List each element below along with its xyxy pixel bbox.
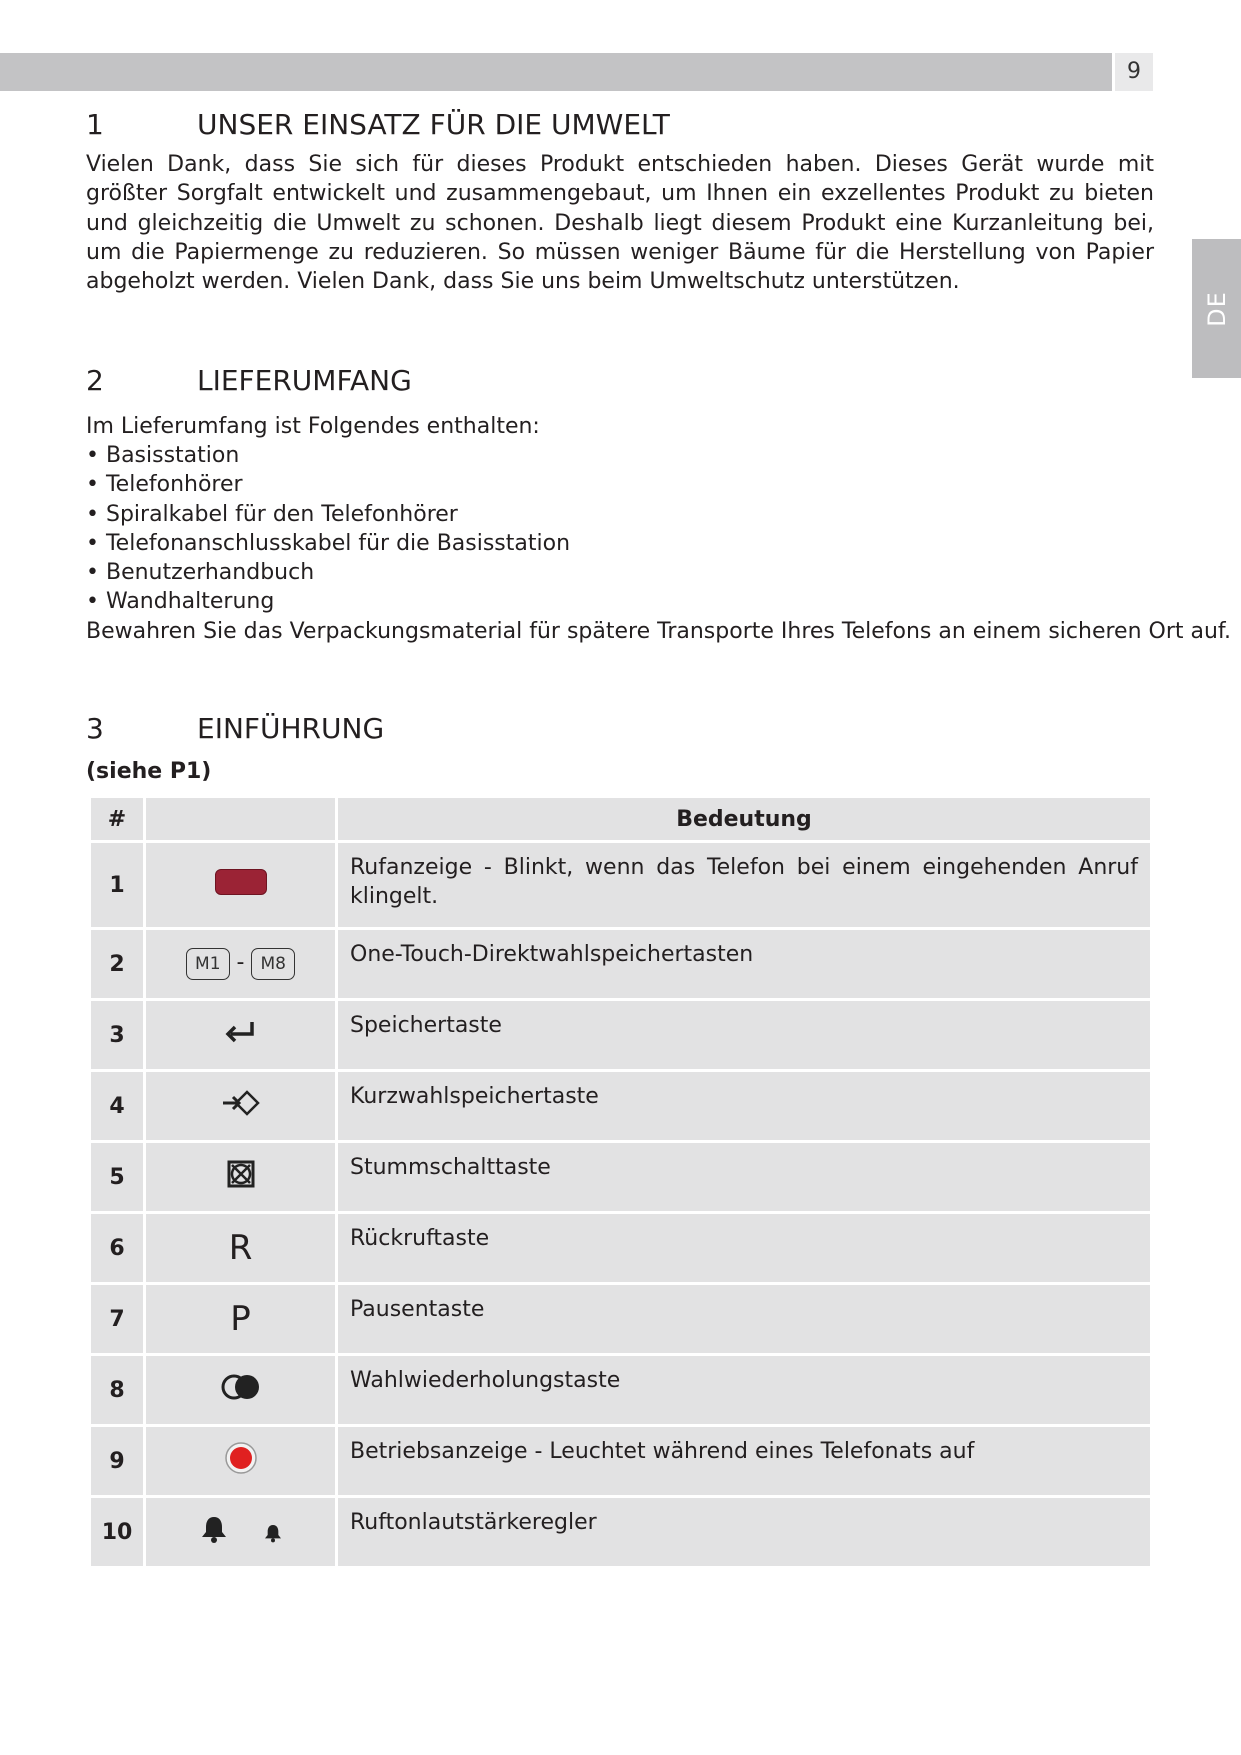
row-description: Rufanzeige - Blinkt, wenn das Telefon bei einem eingehenden Anruf klingelt.	[338, 843, 1150, 927]
section-number: 1	[86, 108, 104, 141]
language-tab	[1192, 239, 1241, 378]
row-number: 1	[91, 843, 143, 927]
section-title: UNSER EINSATZ FÜR DIE UMWELT	[197, 108, 670, 141]
header-meaning: Bedeutung	[338, 798, 1150, 840]
row-description: One-Touch-Direktwahlspeichertasten	[338, 930, 1150, 998]
list-item: • Benutzerhandbuch	[86, 558, 570, 587]
table-row	[91, 1356, 1150, 1424]
row-description: Speichertaste	[338, 1001, 1150, 1069]
table-row	[91, 1072, 1150, 1140]
row-number: 9	[91, 1427, 143, 1495]
pause-icon: P	[230, 1299, 251, 1339]
section-1-heading	[86, 108, 670, 142]
section-title: EINFÜHRUNG	[197, 712, 385, 745]
header-icon	[146, 798, 335, 840]
section-number: 3	[86, 712, 104, 745]
list-item: • Telefonhörer	[86, 470, 570, 499]
section-3-heading	[86, 712, 384, 746]
row-number: 5	[91, 1143, 143, 1211]
ringer-volume-icon	[146, 1498, 335, 1566]
section-2-heading	[86, 364, 412, 398]
language-tab-label: DE	[1202, 290, 1231, 327]
row-description: Wahlwiederholungstaste	[338, 1356, 1150, 1424]
section-title: LIEFERUMFANG	[197, 364, 412, 397]
store-arrow-icon	[224, 1018, 258, 1046]
section-number: 2	[86, 364, 104, 397]
table-row	[91, 1427, 1150, 1495]
table-row	[91, 1214, 1150, 1282]
table-row	[91, 930, 1150, 998]
row-description: Rückruftaste	[338, 1214, 1150, 1282]
row-number: 7	[91, 1285, 143, 1353]
row-description: Ruftonlautstärkeregler	[338, 1498, 1150, 1566]
table-row	[91, 1143, 1150, 1211]
section-1-text: Vielen Dank, dass Sie sich für dieses Produkt entschieden haben. Dieses Gerät wurde mit größter Sorgfalt entwickelt und zusammengebaut, um Ihnen ein exzellentes Produkt zu bieten und gleichzeitig die Umwelt zu schonen. Deshalb liegt diesem Produkt eine Kurzanleitung bei, um die Papiermenge zu reduzieren. So müssen weniger Bäume für die Herstellung von Papier abgeholzt werden. Vielen Dank, dass Sie uns beim Umweltschutz unterstützen.	[86, 152, 1154, 295]
row-description: Betriebsanzeige - Leuchtet während eines Telefonats auf	[338, 1427, 1150, 1495]
delivery-intro: Im Lieferumfang ist Folgendes enthalten:	[86, 414, 540, 439]
page-number: 9	[1115, 53, 1153, 91]
table-row	[91, 1285, 1150, 1353]
list-item: • Basisstation	[86, 441, 570, 470]
mute-icon	[226, 1159, 256, 1189]
table-header	[91, 798, 1150, 840]
power-indicator-icon	[224, 1441, 258, 1475]
m8-key-icon: M8	[251, 948, 294, 980]
list-item: • Telefonanschlusskabel für die Basisstation	[86, 529, 570, 558]
ring-indicator-icon	[215, 869, 267, 895]
memory-keys-icon	[146, 930, 335, 998]
row-number: 4	[91, 1072, 143, 1140]
table-row	[91, 843, 1150, 927]
table-row	[91, 1001, 1150, 1069]
see-reference: (siehe P1)	[86, 759, 212, 784]
key-separator: -	[236, 950, 245, 975]
delivery-list	[86, 441, 570, 617]
header-bar	[0, 53, 1112, 91]
delivery-outro: Bewahren Sie das Verpackungsmaterial für spätere Transporte Ihres Telefons an einem sicheren Ort auf.	[86, 619, 1232, 644]
list-item: • Wandhalterung	[86, 587, 570, 616]
list-item: • Spiralkabel für den Telefonhörer	[86, 500, 570, 529]
bell-large-icon	[199, 1515, 229, 1543]
header-num: #	[91, 798, 143, 840]
row-number: 8	[91, 1356, 143, 1424]
bell-small-icon	[263, 1523, 283, 1543]
row-description: Kurzwahlspeichertaste	[338, 1072, 1150, 1140]
table-row	[91, 1498, 1150, 1566]
m1-key-icon: M1	[186, 948, 229, 980]
controls-table	[88, 795, 1153, 1569]
row-number: 3	[91, 1001, 143, 1069]
row-number: 10	[91, 1498, 143, 1566]
row-number: 6	[91, 1214, 143, 1282]
recall-icon: R	[228, 1228, 253, 1268]
row-description: Stummschalttaste	[338, 1143, 1150, 1211]
redial-icon	[220, 1373, 262, 1401]
row-description: Pausentaste	[338, 1285, 1150, 1353]
speed-dial-icon	[221, 1088, 261, 1118]
row-number: 2	[91, 930, 143, 998]
